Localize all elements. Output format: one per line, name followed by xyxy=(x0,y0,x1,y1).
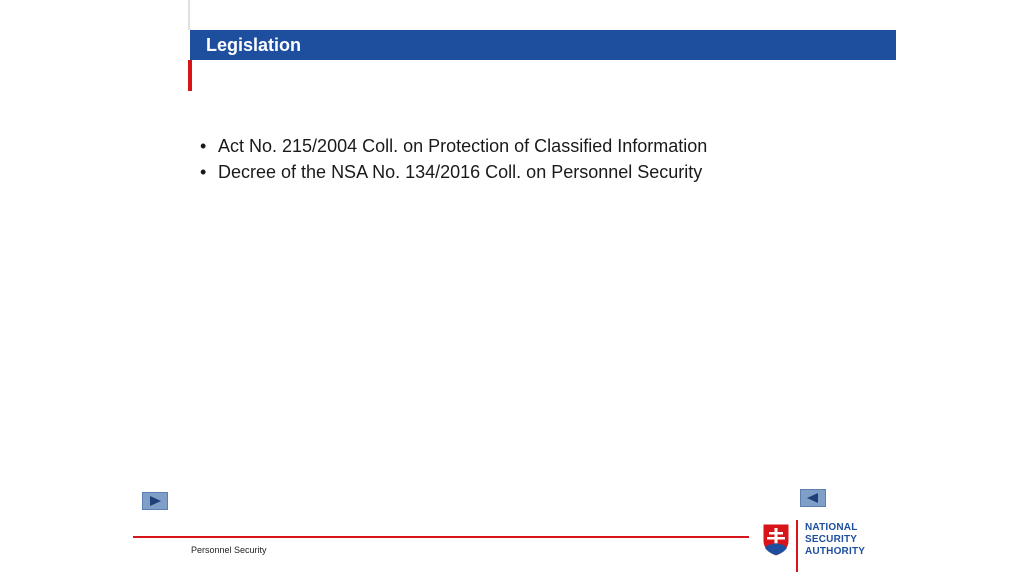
nsa-logo xyxy=(762,520,882,572)
bullet-list xyxy=(200,133,707,185)
play-left-icon xyxy=(806,492,820,504)
bullet-symbol: • xyxy=(200,136,207,156)
play-right-icon xyxy=(148,495,162,507)
logo-line: AUTHORITY xyxy=(805,546,866,557)
bullet-text: Act No. 215/2004 Coll. on Protection of Classified Information xyxy=(218,136,708,156)
slide-title: Legislation xyxy=(206,34,302,55)
bullet-symbol: • xyxy=(200,162,207,182)
logo-line: SECURITY xyxy=(805,534,858,545)
logo-line: NATIONAL xyxy=(805,522,858,533)
title-accent-bar xyxy=(188,60,192,91)
logo-divider xyxy=(796,520,798,572)
bullet-text: Decree of the NSA No. 134/2016 Coll. on Personnel Security xyxy=(218,162,703,182)
footer-divider xyxy=(133,536,749,538)
logo-wordmark xyxy=(805,522,865,558)
coat-of-arms-icon xyxy=(762,523,790,557)
vertical-rule-grey xyxy=(188,0,190,30)
bullet-item xyxy=(200,159,707,185)
next-slide-button[interactable] xyxy=(142,492,168,510)
bullet-item xyxy=(200,133,707,159)
title-bar xyxy=(190,30,896,60)
footer-label: Personnel Security xyxy=(191,545,267,555)
previous-slide-button[interactable] xyxy=(800,489,826,507)
